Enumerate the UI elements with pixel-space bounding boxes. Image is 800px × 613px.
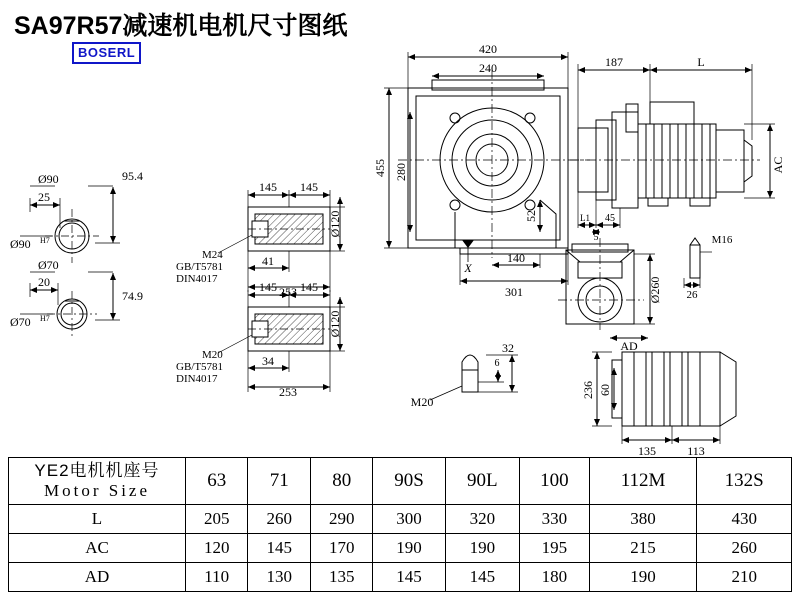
dim-d70h7: Ø70	[10, 315, 31, 329]
table-cell: 190	[373, 534, 445, 563]
table-cell: 205	[186, 505, 248, 534]
dim-26: 26	[686, 289, 698, 301]
motor-size-cell: 63	[186, 458, 248, 505]
table-header-row	[9, 458, 792, 505]
dim-420: 420	[479, 42, 497, 56]
table-row	[9, 534, 792, 563]
dim-d120-2: Ø120	[328, 310, 342, 338]
dim-253-1: 253	[279, 285, 297, 299]
table-cell: 190	[589, 563, 697, 592]
dim-135: 135	[638, 444, 656, 458]
header-line-en: Motor Size	[43, 481, 151, 500]
gearbox-main-view	[384, 52, 590, 285]
dim-34: 34	[262, 354, 274, 368]
label-gbt5781-1: GB/T5781	[176, 261, 224, 273]
shaft-view-70	[20, 272, 120, 339]
dim-AC: AC	[771, 156, 785, 174]
dim-d70: Ø70	[38, 258, 59, 272]
bolt-detail-m16	[684, 238, 712, 288]
dim-52: 52	[524, 210, 538, 222]
hollow-shaft-assembly-1	[218, 190, 345, 292]
table-cell: 130	[248, 563, 310, 592]
dim-20: 20	[38, 275, 50, 289]
table-cell: 110	[186, 563, 248, 592]
motor-size-cell: 100	[520, 458, 590, 505]
table-cell: 170	[310, 534, 372, 563]
table-row	[9, 563, 792, 592]
dim-749: 74.9	[122, 289, 143, 303]
motor-size-cell: 132S	[697, 458, 792, 505]
motor-size-cell: 112M	[589, 458, 697, 505]
dim-145a-1: 145	[259, 180, 277, 194]
table-cell: 300	[373, 505, 445, 534]
table-cell: 120	[186, 534, 248, 563]
table-cell: 215	[589, 534, 697, 563]
dim-240: 240	[479, 61, 497, 75]
table-cell: 330	[520, 505, 590, 534]
dim-h7-1: H7	[40, 236, 50, 245]
dim-d120-1: Ø120	[328, 210, 342, 238]
label-M20-key: M20	[410, 395, 434, 409]
motor-size-cell: 80	[310, 458, 372, 505]
label-din4017-1: DIN4017	[176, 273, 218, 285]
gearbox-side-view	[558, 238, 655, 338]
motor-size-cell: 90L	[445, 458, 520, 505]
label-din4017-2: DIN4017	[176, 373, 218, 385]
dim-M16: M16	[711, 234, 733, 246]
table-cell: 430	[697, 505, 792, 534]
dim-5: 5	[593, 232, 599, 243]
dim-h7-2: H7	[40, 314, 50, 323]
motor-size-cell: 90S	[373, 458, 445, 505]
dim-d90: Ø90	[38, 172, 59, 186]
table-header-label	[9, 458, 186, 505]
dim-L: L	[697, 55, 705, 69]
dim-32: 32	[502, 341, 514, 355]
table-cell: 195	[520, 534, 590, 563]
dim-253-2: 253	[279, 385, 297, 399]
label-M20: M20	[202, 349, 223, 361]
dim-280: 280	[394, 163, 408, 181]
dim-41: 41	[262, 254, 274, 268]
shaft-view-90	[20, 186, 120, 263]
table-cell: 380	[589, 505, 697, 534]
dim-L1: L1	[580, 213, 590, 223]
dim-140: 140	[507, 251, 525, 265]
row-label: AD	[9, 563, 186, 592]
table-cell: 145	[248, 534, 310, 563]
dim-455: 455	[373, 159, 387, 177]
header-line-cn: YE2电机机座号	[34, 461, 160, 481]
motor-size-cell: 71	[248, 458, 310, 505]
dim-145a-2: 145	[259, 280, 277, 294]
hollow-shaft-assembly-2	[218, 290, 345, 392]
label-gbt5781-2: GB/T5781	[176, 361, 224, 373]
motor-flange-view	[592, 352, 736, 444]
brand-logo: BOSERL	[72, 42, 141, 64]
table-cell: 135	[310, 563, 372, 592]
motor-side-view	[570, 64, 775, 232]
table-row	[9, 505, 792, 534]
label-M24: M24	[202, 249, 223, 261]
table-cell: 320	[445, 505, 520, 534]
dim-145b-2: 145	[300, 280, 318, 294]
dim-145b-1: 145	[300, 180, 318, 194]
table-cell: 290	[310, 505, 372, 534]
dim-113: 113	[687, 444, 705, 458]
mark-X: X	[464, 261, 472, 275]
dim-6: 6	[494, 358, 500, 369]
dim-45: 45	[605, 213, 615, 224]
page-title: SA97R57减速机电机尺寸图纸	[14, 12, 348, 40]
key-detail-m20	[430, 355, 518, 400]
row-label: L	[9, 505, 186, 534]
dim-301: 301	[505, 285, 523, 299]
dim-d260: Ø260	[648, 276, 662, 304]
dim-236: 236	[581, 381, 595, 399]
table-cell: 145	[373, 563, 445, 592]
dim-60: 60	[598, 384, 612, 396]
motor-spec-table	[8, 457, 792, 592]
table-cell: 180	[520, 563, 590, 592]
dim-187: 187	[605, 55, 623, 69]
row-label: AC	[9, 534, 186, 563]
table-cell: 190	[445, 534, 520, 563]
table-cell: 145	[445, 563, 520, 592]
dim-25: 25	[38, 190, 50, 204]
table-cell: 210	[697, 563, 792, 592]
dim-AD: AD	[620, 339, 638, 353]
table-cell: 260	[697, 534, 792, 563]
dim-954: 95.4	[122, 169, 143, 183]
table-cell: 260	[248, 505, 310, 534]
dim-d90h7: Ø90	[10, 237, 31, 251]
